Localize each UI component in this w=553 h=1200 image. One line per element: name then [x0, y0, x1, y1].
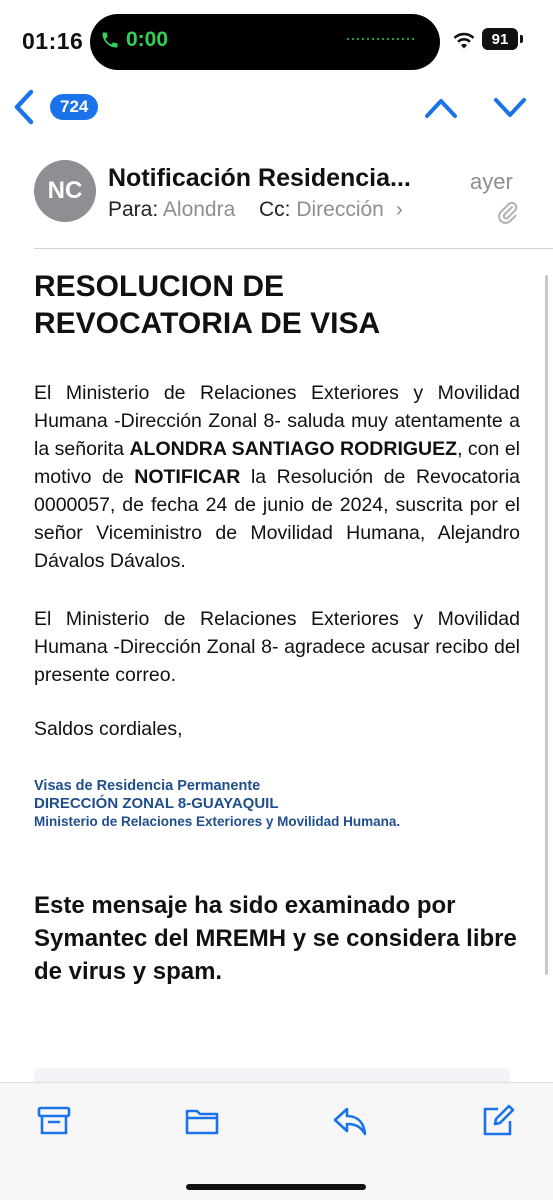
- recipients-line[interactable]: [108, 198, 403, 222]
- body-title: [34, 268, 520, 342]
- battery-tip: [520, 35, 523, 43]
- paperclip-icon: [496, 198, 518, 224]
- bottom-toolbar: [0, 1082, 553, 1200]
- body-paragraph-2: El Ministerio de Relaciones Exteriores y Movilidad Humana -Dirección Zonal 8- agradece acusar recibo del presente correo.: [34, 608, 520, 686]
- call-indicator: [100, 28, 168, 52]
- reply-icon[interactable]: [332, 1103, 368, 1139]
- message-subject: Notificación Residencia...: [108, 164, 411, 192]
- chevron-left-icon[interactable]: [10, 88, 38, 126]
- dynamic-island[interactable]: [90, 14, 440, 70]
- unread-count-badge[interactable]: 724: [50, 94, 98, 120]
- sender-avatar[interactable]: NC: [34, 160, 96, 222]
- call-duration: 0:00: [126, 28, 169, 51]
- wifi-icon: [452, 31, 476, 49]
- chevron-up-icon[interactable]: [423, 92, 459, 122]
- p1-text-a: El Ministerio de Relaciones Exteriores y Movilidad Humana -Dirección Zonal 8- saluda muy atentamente a la señorita: [34, 382, 520, 460]
- message-date: ayer: [470, 169, 513, 194]
- phone-icon: [100, 30, 120, 50]
- signature-line3: Ministerio de Relaciones Exteriores y Movilidad Humana.: [34, 814, 401, 829]
- body-greeting: Saldos cordiales,: [34, 718, 183, 740]
- chevron-right-icon: ›: [395, 198, 403, 221]
- home-indicator[interactable]: [186, 1184, 366, 1190]
- p1-text-b: , con el motivo de: [34, 438, 521, 488]
- cc-label: Cc:: [258, 198, 291, 221]
- to-value: Alondra: [162, 198, 236, 221]
- chevron-down-icon[interactable]: [492, 92, 528, 122]
- message-body: [34, 268, 520, 988]
- body-title-line2: REVOCATORIA DE VISA: [34, 307, 381, 340]
- p1-notify: NOTIFICAR: [134, 466, 241, 488]
- signature-line1: Visas de Residencia Permanente: [34, 778, 261, 794]
- p1-recipient-name: ALONDRA SANTIAGO RODRIGUEZ: [129, 438, 458, 460]
- signature-block: [34, 777, 520, 831]
- audio-waveform-icon: [347, 38, 414, 40]
- cc-value: Dirección: [296, 198, 384, 221]
- scroll-indicator[interactable]: [545, 275, 548, 975]
- scan-notice: Este mensaje ha sido examinado por Symantec del MREMH y se considera libre de virus y spam.: [34, 892, 517, 985]
- attachment-preview-strip[interactable]: [34, 1068, 510, 1082]
- folder-icon[interactable]: [184, 1103, 220, 1139]
- battery-indicator: 91: [482, 28, 518, 50]
- status-bar: [0, 0, 553, 78]
- header-divider: [34, 248, 553, 249]
- status-time: 01:16: [22, 28, 84, 54]
- body-paragraph-1: [34, 379, 520, 575]
- compose-icon[interactable]: [480, 1103, 516, 1139]
- body-title-line1: RESOLUCION DE: [34, 270, 285, 303]
- to-label: Para:: [108, 198, 159, 221]
- archive-icon[interactable]: [36, 1103, 72, 1139]
- nav-bar: [0, 84, 553, 130]
- message-header: [0, 150, 553, 250]
- p1-text-c: la Resolución de Revocatoria 0000057, de fecha 24 de junio de 2024, suscrita por el señor Viceministro de Movilidad Humana, Alejandro Dávalos Dávalos.: [34, 466, 520, 572]
- signature-line2: DIRECCIÓN ZONAL 8-GUAYAQUIL: [34, 795, 279, 812]
